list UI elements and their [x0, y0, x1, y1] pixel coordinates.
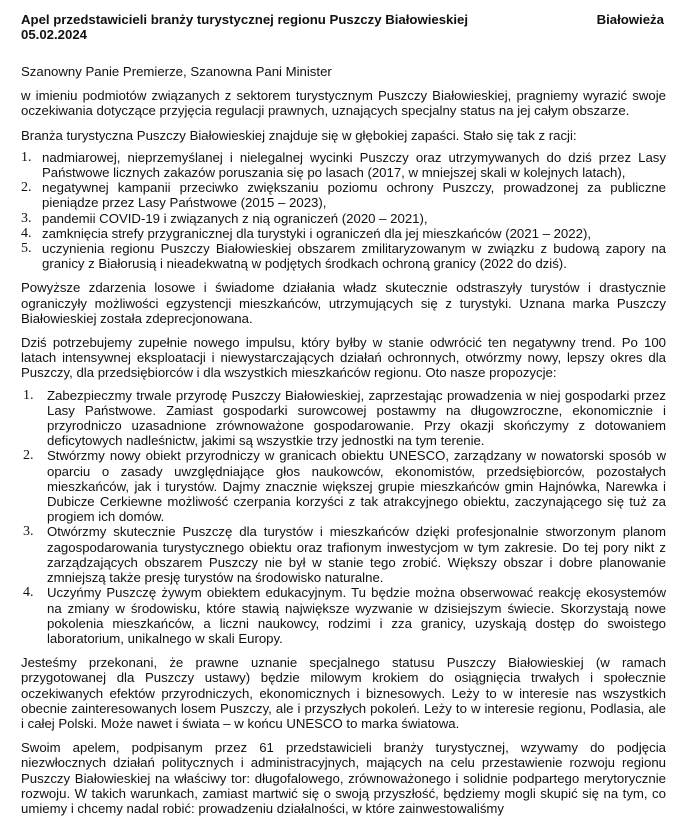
salutation: Szanowny Panie Premierze, Szanowna Pani Minister — [21, 64, 332, 79]
list-item-text: negatywnej kampanii przeciwko zwiększaniu poziomu ochrony Puszczy, prowadzonej za publiczne pieniądze przez Lasy Państwowe (2015 – 2023), — [42, 180, 666, 211]
list-item — [21, 241, 666, 271]
document-title: Apel przedstawicieli branży turystycznej regionu Puszczy Białowieskiej — [21, 12, 469, 27]
list-item-number: 1. — [23, 387, 34, 403]
list-item-text: Zabezpieczmy trwale przyrodę Puszczy Białowieskiej, zaprzestając prowadzenia w niej gospodarki przez Lasy Państwowe. Zamiast gospodarki surowcowej postawmy na długowzroczne, ekonomicznie i przyrodniczo uzasadnione zrównoważone gospodarowanie. Przy okazji skończymy z dotowaniem deficytowych nadleśnictw, jakimi są wszystkie trzy jednostki na tym terenie. — [47, 387, 666, 449]
consequences-paragraph: Powyższe zdarzenia losowe i świadome działania władz skutecznie odstraszyły turystów i drastycznie ograniczyły możliwości egzystencji mieszkańców, utrzymujących się z turystyki. Uznana marka Puszczy Białowieskiej została zdeprecjonowana. — [21, 280, 666, 326]
list-item-number: 2. — [23, 448, 34, 464]
list-item-text: pandemii COVID-19 i związanych z nią ograniczeń (2020 – 2021), — [42, 210, 428, 226]
list-item-number: 3. — [23, 524, 34, 540]
reasons-list — [21, 150, 666, 272]
document-place: Białowieża — [596, 12, 664, 27]
document-date: 05.02.2024 — [21, 27, 88, 42]
list-item — [21, 150, 666, 180]
closing-paragraph: Swoim apelem, podpisanym przez 61 przedstawicieli branży turystycznej, wzywamy do podjęcia niezwłocznych działań politycznych i administracyjnych, mających na celu przestawienie rozwoju regionu Puszczy Białowieskiej na właściwy tor: długofalowego, zrównoważonego i solidnie podpartego merytorycznie rozwoju. W takich warunkach, zamiast martwić się o swoją przyszłość, będziemy mogli skupić się na tym, co umiemy i chcemy nadal robić: prowadzeniu działalności, w które zainwestowaliśmy — [21, 740, 666, 816]
proposals-list — [21, 388, 666, 646]
list-item — [21, 448, 666, 524]
list-item — [21, 180, 666, 210]
list-item-number: 2. — [21, 180, 32, 196]
list-item-text: nadmiarowej, nieprzemyślanej i nielegalnej wycinki Puszczy oraz utrzymywanych do dziś przez Lasy Państwowe licznych zakazów poruszania się po lasach (2017, w mniejszej skali w kolejnych latach), — [42, 149, 666, 181]
conviction-paragraph: Jesteśmy przekonani, że prawne uznanie specjalnego statusu Puszczy Białowieskiej (w ramach przygotowanej dla Puszczy ustawy) będzie milowym krokiem do osiągnięcia trwałych i społecznie oczekiwanych efektów przyrodniczych, ekonomicznych i biznesowych. Leży to w interesie nas wszystkich obecnie zainteresowanych losem Puszczy, ale i przyszłych pokoleń. Leży to w interesie regionu, Podlasia, ale i całej Polski. Może nawet i świata – w końcu UNESCO to marka światowa. — [21, 655, 666, 731]
list-item-text: uczynienia regionu Puszczy Białowieskiej obszarem zmilitaryzowanym w związku z budową zapory na granicy z Białorusią i nieadekwatną w podjętych środkach ochroną granicy (2022 do dziś). — [42, 241, 666, 272]
proposals-intro-paragraph: Dziś potrzebujemy zupełnie nowego impulsu, który byłby w stanie odwrócić ten negatywny trend. Po 100 latach intensywnej eksploatacji i niewystarczających działań ochronnych, otwórzmy nowy, lepszy okres dla Puszczy, dla przedsiębiorców i dla wszystkich mieszkańców regionu. Oto nasze propozycje: — [21, 335, 666, 381]
list-item — [21, 226, 666, 241]
list-item-text: Uczyńmy Puszczę żywym obiektem edukacyjnym. Tu będzie można obserwować reakcję ekosystemów na zmiany w środowisku, które stawią największe wyzwanie w dzisiejszym świecie. Skorzystają nowe pokolenia mieszkańców, a liczni naukowcy, rodzimi i zza granicy, uzyskają dostęp do swoistego laboratorium, unikalnego w skali Europy. — [47, 585, 666, 646]
list-item — [21, 585, 666, 646]
list-item-text: Otwórzmy skutecznie Puszczę dla turystów i mieszkańców dzięki profesjonalnie stworzonym planom zagospodarowania turystycznego obiektu oraz trafionym inwestycjom w tym zakresie. Do tej pory nikt z zarządzających obszarem Puszczy nie był w stanie tego zrobić. Większy obszar i dobre planowanie zmniejszą także presję turystów na środowisko naturalne. — [47, 524, 666, 586]
document-header — [21, 12, 666, 42]
crisis-intro-paragraph: Branża turystyczna Puszczy Białowieskiej znajduje się w głębokiej zapaści. Stało się tak z racji: — [21, 127, 577, 143]
list-item-number: 5. — [21, 241, 32, 257]
list-item — [21, 211, 666, 226]
list-item-text: zamknięcia strefy przygranicznej dla turystyki i ograniczeń dla jej mieszkańców (2021 – 2022), — [42, 225, 591, 241]
list-item — [21, 388, 666, 449]
list-item-number: 4. — [23, 585, 34, 601]
intro-paragraph: w imieniu podmiotów związanych z sektorem turystycznym Puszczy Białowieskiej, pragniemy wyrazić swoje oczekiwania dotyczące przyjęcia regulacji prawnych, uznających specjalny status na jej całym obszarze. — [21, 88, 666, 119]
list-item — [21, 524, 666, 585]
list-item-number: 1. — [21, 149, 32, 165]
list-item-number: 4. — [21, 225, 32, 241]
list-item-number: 3. — [21, 210, 32, 226]
header-left — [21, 12, 468, 42]
list-item-text: Stwórzmy nowy obiekt przyrodniczy w granicach obiektu UNESCO, zarządzany w nowatorski sposób w oparciu o zasady uwzględniające głos naukowców, ekonomistów, przedsiębiorców, pozostałych mieszkańców, jak i turystów. Dajmy znacznie większej grupie mieszkańców gmin Hajnówka, Narewka i Dubicze Cerkiewne możliwość czerpania korzyści z tak atrakcyjnego obiektu, zaczynającego się tuż za progiem ich domów. — [47, 448, 666, 525]
